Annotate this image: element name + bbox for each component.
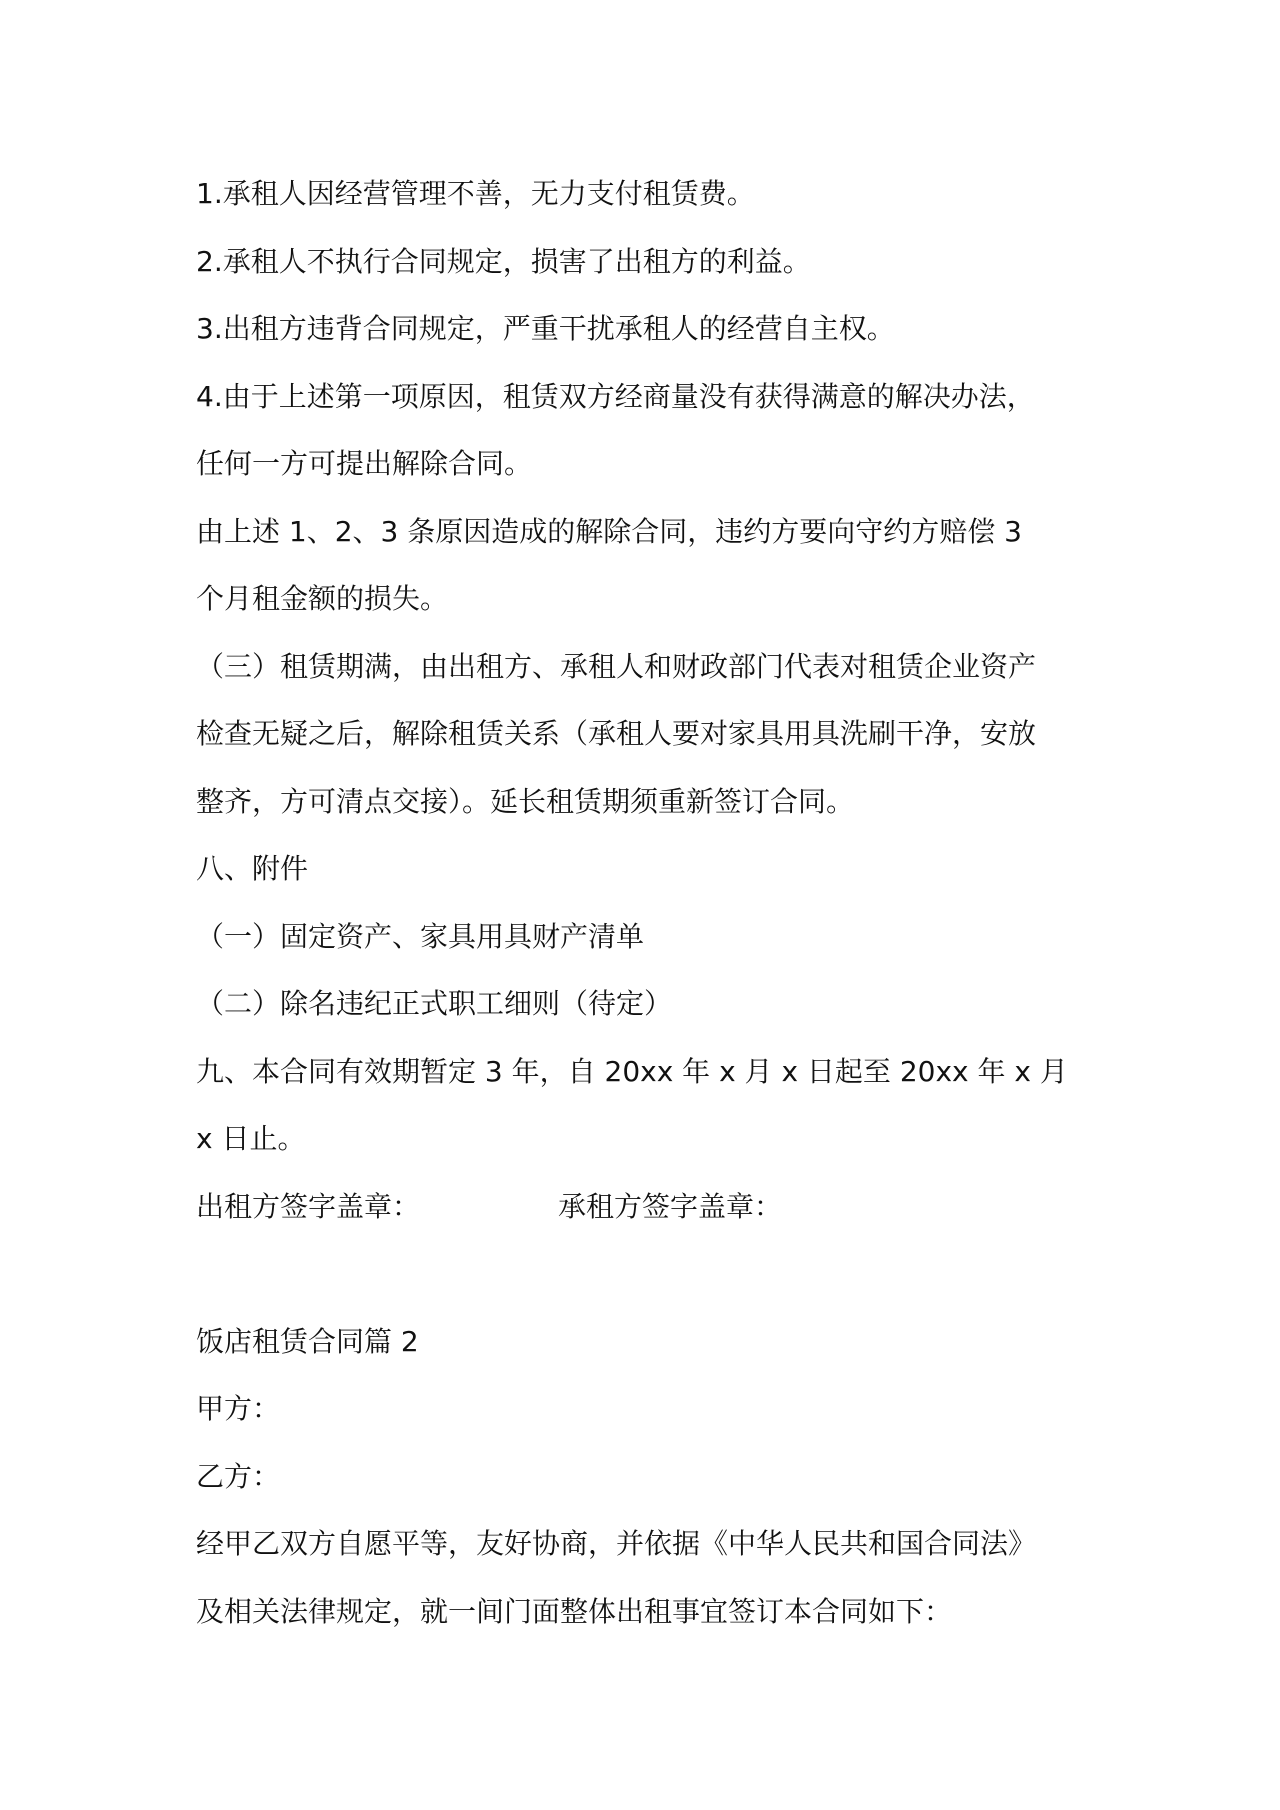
party-b-label: 乙方： <box>196 1459 281 1493</box>
attachment-2: （二）除名违纪正式职工细则（待定） <box>196 987 673 1020</box>
party-a-label: 甲方： <box>196 1392 281 1425</box>
preamble-line-2: 及相关法律规定，就一间门面整体出租事宜签订本合同如下： <box>196 1594 953 1628</box>
signature-row <box>196 1173 1096 1241</box>
clause-2: 2.承租人不执行合同规定，损害了出租方的利益。 <box>196 244 811 278</box>
blank-spacer <box>196 1240 1096 1308</box>
lessee-signature-label: 承租方签字盖章： <box>558 1189 783 1223</box>
clause-3: 3.出租方违背合同规定，严重干扰承租人的经营自主权。 <box>196 312 895 345</box>
validity-line-2: x 日止。 <box>196 1122 306 1155</box>
attachment-1: （一）固定资产、家具用具财产清单 <box>196 919 645 953</box>
preamble-line-1: 经甲乙双方自愿平等，友好协商，并依据《中华人民共和国合同法》 <box>196 1527 1037 1560</box>
heading-attachments: 八、附件 <box>196 852 309 885</box>
contract-2-title: 饭店租赁合同篇 2 <box>196 1324 419 1358</box>
clause-1: 1.承租人因经营管理不善，无力支付租赁费。 <box>196 177 755 210</box>
section-3-line-2: 检查无疑之后，解除租赁关系（承租人要对家具用具洗刷干净，安放 <box>196 717 1037 750</box>
compensation-line-2: 个月租金额的损失。 <box>196 582 449 615</box>
validity-line-1: 九、本合同有效期暂定 3 年，自 20xx 年 x 月 x 日起至 20xx 年 x 月 <box>196 1054 1068 1088</box>
clause-4-line-2: 任何一方可提出解除合同。 <box>196 447 533 480</box>
document-body <box>196 160 1096 1645</box>
clause-4-line-1: 4.由于上述第一项原因，租赁双方经商量没有获得满意的解决办法， <box>196 379 1035 413</box>
section-3-line-1: （三）租赁期满，由出租方、承租人和财政部门代表对租赁企业资产 <box>196 649 1037 683</box>
compensation-line-1: 由上述 1、2、3 条原因造成的解除合同，违约方要向守约方赔偿 3 <box>196 514 1022 548</box>
section-3-line-3: 整齐，方可清点交接）。延长租赁期须重新签订合同。 <box>196 784 855 818</box>
lessor-signature-label: 出租方签字盖章： <box>196 1189 421 1223</box>
